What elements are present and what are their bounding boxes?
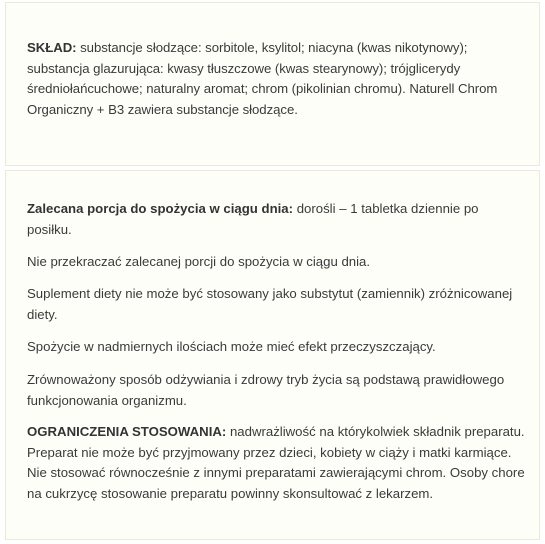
- composition-section: [27, 38, 531, 120]
- restrictions-section: [27, 422, 529, 504]
- dosage-section: [27, 199, 505, 240]
- dosage-paragraph: [27, 199, 505, 240]
- composition-paragraph: [27, 38, 531, 120]
- composition-text: substancje słodzące: sorbitole, ksylitol; niacyna (kwas nikotynowy); substancja glazurująca: kwasy tłuszczowe (kwas stearynowy); trójglicerydy średniołańcuchowe; naturalny aromat; chrom (pikolinian chromu). Naturell Chrom Organiczny + B3 zawiera substancje słodzące.: [27, 40, 498, 117]
- dosage-text: dorośli – 1 tabletka dziennie po posiłku.: [27, 201, 479, 237]
- warning-laxative-effect: Spożycie w nadmiernych ilościach może mieć efekt przeczyszczający.: [27, 339, 436, 354]
- restrictions-label: OGRANICZENIA STOSOWANIA:: [27, 424, 227, 439]
- warning-no-exceed: Nie przekraczać zalecanej porcji do spożycia w ciągu dnia.: [27, 254, 371, 269]
- restrictions-text: nadwrażliwość na którykolwiek składnik preparatu. Preparat nie może być przyjmowany przez dzieci, kobiety w ciąży i matki karmiące. Nie stosować równocześnie z innymi preparatami zawierającymi chrom. Osoby chore na cukrzycę stosowanie preparatu powinny skonsultować z lekarzem.: [27, 424, 525, 501]
- warning-balanced-diet: Zrównoważony sposób odżywiania i zdrowy tryb życia są podstawą prawidłowego funkcjonowania organizmu.: [27, 372, 505, 408]
- dosage-label: Zalecana porcja do spożycia w ciągu dnia:: [27, 201, 294, 216]
- warning-not-substitute: Suplement diety nie może być stosowany jako substytut (zamiennik) zróżnicowanej diety.: [27, 286, 513, 322]
- restrictions-paragraph: [27, 422, 529, 504]
- composition-label: SKŁAD:: [27, 40, 77, 55]
